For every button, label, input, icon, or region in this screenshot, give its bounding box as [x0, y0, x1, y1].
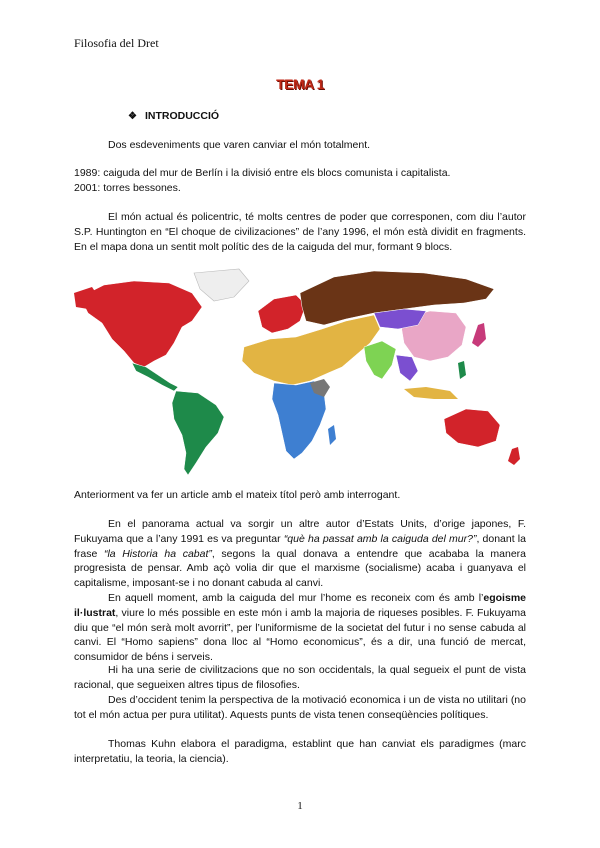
world-map-image: [74, 263, 526, 481]
map-region-greenland: [194, 269, 249, 301]
map-region-south-america: [172, 391, 224, 475]
event-2001: 2001: torres bessones.: [74, 182, 181, 194]
chapter-title: TEMA 1: [276, 76, 324, 92]
map-region-madagascar: [328, 425, 336, 445]
map-region-japan: [472, 323, 486, 347]
term-egoisme-illustrat: egoisme il·lustrat: [74, 592, 526, 619]
quote-caiguda-mur: “què ha passat amb la caiguda del mur?”: [283, 532, 477, 545]
map-region-new-zealand: [508, 447, 520, 465]
map-region-central-america: [132, 363, 178, 391]
map-region-north-america: [80, 281, 202, 367]
quote-historia: “la Historia ha cabat”: [103, 547, 212, 560]
event-1989: 1989: caiguda del mur de Berlín i la divisió entre els blocs comunista i capitalista.: [74, 167, 451, 179]
paragraph-egoisme-part-b: , viure lo més possible en este món i amb la majoria de riqueses posibles. F. Fukuyama diu que “el món serà molt avorrit”, per l’uniformisme de la societat del futur i no sense cabuda al canvi. El “Homo sapiens” dona lloc al “Homo economicus”, és a dir, una funció de mercat, consumidor de béns i serveis.: [74, 606, 526, 664]
map-caption: Anteriorment va fer un article amb el mateix títol però amb interrogant.: [74, 489, 401, 501]
paragraph-fukuyama-part-c: , segons la qual donava a entendre que acababa la manera progresista de pensar. Amb açò volia dir que el marxisme (socialisme) acaba i guanyava el capitalisme, imposant-se i no donant cabuda al canvi.: [74, 547, 527, 590]
map-region-philippines: [458, 361, 466, 379]
paragraph-egoisme-part-a: En aquell moment, amb la caiguda del mur l’home es reconeix com és amb l’: [108, 592, 484, 604]
paragraph-fukuyama-part-b: , donant la frase: [74, 532, 526, 560]
map-region-india: [364, 341, 396, 379]
map-region-southeast-asia: [396, 355, 418, 381]
section-heading: [128, 110, 219, 122]
paragraph-kuhn: Thomas Kuhn elabora el paradigma, establint que han canviat els paradigmes (marc interpretatiu, la teoria, la ciencia).: [74, 738, 526, 765]
map-region-australia: [444, 409, 500, 447]
running-header: Filosofia del Dret: [74, 36, 159, 50]
intro-paragraph: Dos esdeveniments que varen canviar el món totalment.: [108, 139, 371, 151]
map-region-indonesia: [404, 387, 458, 399]
paragraph-fukuyama: [74, 517, 526, 591]
map-region-europe: [258, 295, 306, 333]
paragraph-huntington: El món actual és policentric, té molts centres de poder que corresponen, com diu l’autor S.P. Huntington en “El choque de civilizaciones” de l’any 1996, el món està dividit en fragments. En el mapa dona un sentit molt polític des de la caiguda del mur, formant 9 blocs.: [74, 211, 526, 253]
paragraph-egoisme: [74, 591, 526, 665]
paragraph-civilitzacions: Hi ha una serie de civilitzacions que no son occidentals, la qual segueix el punt de vista racional, que segueixen altres tipus de filosofies.: [74, 664, 526, 691]
page-number: 1: [297, 800, 303, 812]
section-title: INTRODUCCIÓ: [144, 110, 220, 122]
diamond-bullet-icon: ❖: [128, 111, 137, 122]
paragraph-fukuyama-part-a: En el panorama actual va sorgir un altre autor d’Estats Units, d’orige japones, F. Fukuyama que a l’any 1991 es va preguntar: [74, 518, 526, 545]
paragraph-occident: Des d’occident tenim la perspectiva de la motivació economica i un de vista no utilitari (no tot el món actua per pura utilitat). Aquests punts de vista tenen conseqüències polítiques.: [74, 694, 526, 721]
civilizations-map: [74, 263, 526, 481]
